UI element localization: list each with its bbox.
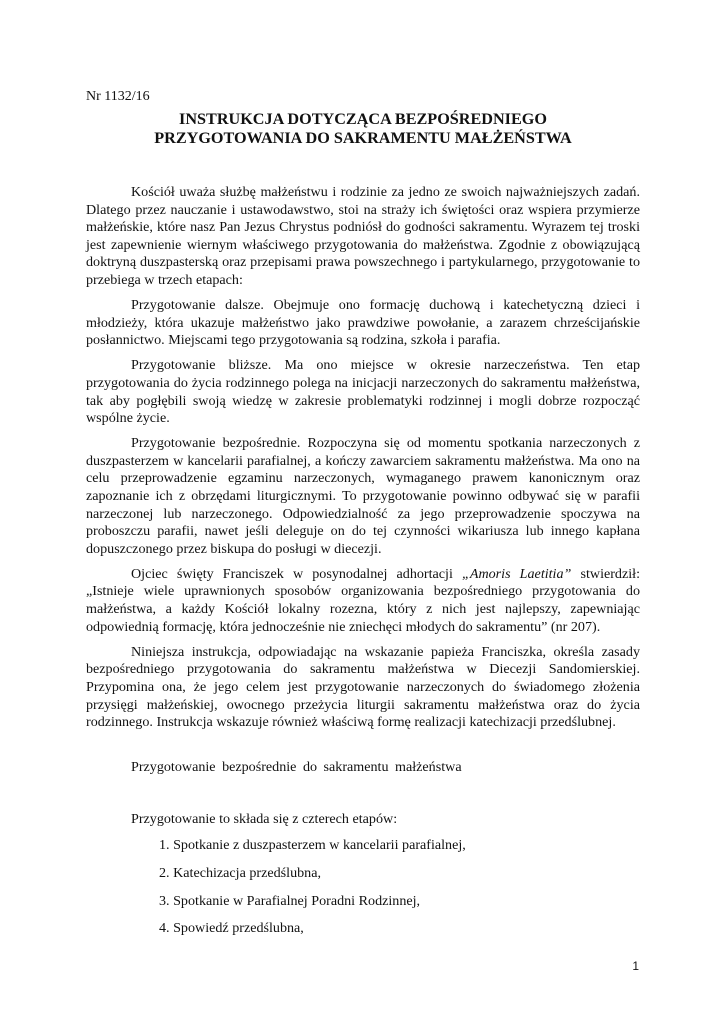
quote-text-before: Ojciec święty Franciszek w posynodalnej adhortacji xyxy=(131,565,462,582)
list-item: 2. Katechizacja przedślubna, xyxy=(159,864,321,881)
paragraph-proximate-preparation: Przygotowanie bliższe. Ma ono miejsce w okresie narzeczeństwa. Ten etap przygotowania do życia rodzinnego polega na inicjacji narzeczonych do sakramentu małżeństwa, tak aby pogłębili swoją wiedzę w zakresie problematyki rodzinnej i mogli dobrze rozpocząć wspólne życie. xyxy=(86,357,640,427)
list-item: 1. Spotkanie z duszpasterzem w kancelarii parafialnej, xyxy=(159,837,466,853)
list-item: 3. Spotkanie w Parafialnej Poradni Rodzinnej, xyxy=(159,892,421,909)
document-title: INSTRUKCJA DOTYCZĄCA BEZPOŚREDNIEGO PRZYGOTOWANIA DO SAKRAMENTU MAŁŻEŃSTWA xyxy=(154,110,572,147)
steps-intro: Przygotowanie to składa się z czterech etapów: xyxy=(131,811,398,827)
page-number: 1 xyxy=(632,959,639,973)
list-item: 4. Spowiedź przedślubna, xyxy=(159,920,304,937)
paragraph-intro: Kościół uważa służbę małżeństwu i rodzinie za jedno ze swoich najważniejszych zadań. Dlatego przez nauczanie i ustawodawstwo, stoi na straży ich świętości oraz wspiera przymierze małżeńskie, które nasz Pan Jezus Chrystus podniósł do godności sakramentu. Wyrazem tej troski jest zapewnienie wiernym właściwego przygotowania do małżeństwa. Zgodnie z obowiązującą doktryną duszpasterską oraz przepisami prawa powszechnego i partykularnego, przygotowanie to przebiega w trzech etapach: xyxy=(86,184,640,288)
paragraph-remote-preparation: Przygotowanie dalsze. Obejmuje ono formację duchową i katechetyczną dzieci i młodzieży, która ukazuje małżeństwo jako prawdziwe powołanie, a zarazem chrześcijańskie posłannictwo. Miejscami tego przygotowania są rodzina, szkoła i parafia. xyxy=(86,297,640,349)
paragraph-amoris-laetitia-quote xyxy=(86,566,640,636)
paragraph-closing: Niniejsza instrukcja, odpowiadając na wskazanie papieża Franciszka, określa zasady bezpośredniego przygotowania do sakramentu małżeństwa w Diecezji Sandomierskiej. Przypomina ona, że jego celem jest przygotowanie narzeczonych do świadomego złożenia przysięgi małżeńskiej, owocnego przeżycia liturgii sakramentu małżeństwa oraz do życia rodzinnego. Instrukcja wskazuje również właściwą formę realizacji katechizacji przedślubnej. xyxy=(86,643,640,731)
steps-list xyxy=(159,837,466,948)
quote-italic-title: „Amoris Laetitia” xyxy=(462,565,572,582)
document-number: Nr 1132/16 xyxy=(86,89,150,104)
section-heading: Przygotowanie bezpośrednie do sakramentu małżeństwa xyxy=(131,759,462,775)
paragraph-immediate-preparation: Przygotowanie bezpośrednie. Rozpoczyna się od momentu spotkania narzeczonych z duszpasterzem w kancelarii parafialnej, a kończy zawarciem sakramentu małżeństwa. Ma ono na celu przeprowadzenie egzaminu narzeczonych, wymaganego prawem kanonicznym oraz zapoznanie ich z obrzędami liturgicznymi. To przygotowanie powinno odbywać się w parafii narzeczonej lub narzeczonego. Odpowiedzialność za jego przeprowadzenie spoczywa na proboszczu parafii, nawet jeśli deleguje on do tej czynności wikariusza lub innego kapłana dopuszczonego przez biskupa do posługi w diecezji. xyxy=(86,435,640,557)
document-body xyxy=(86,184,640,739)
quote-text-after: stwierdził: „Istnieje wiele uprawnionych sposobów organizowania bezpośredniego przygotowania do małżeństwa, a każdy Kościół lokalny rozezna, który z nich jest najlepszy, zapewniając odpowiednią formację, która jednocześnie nie zniechęci młodych do sakramentu” (nr 207). xyxy=(86,565,640,635)
